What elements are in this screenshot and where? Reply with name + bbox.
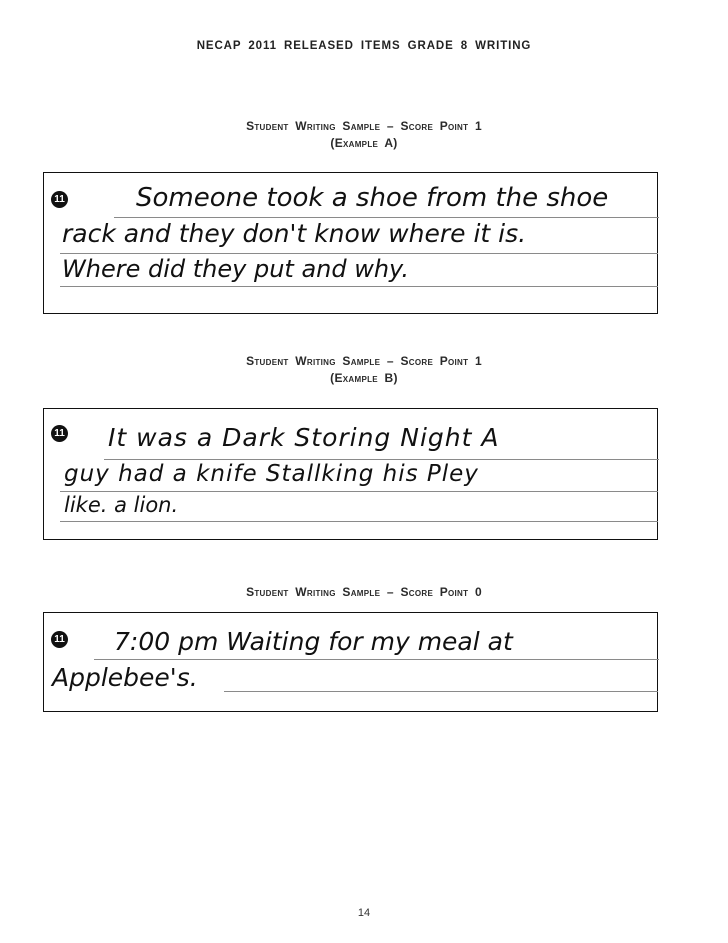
ruled-line [60, 253, 658, 254]
caption-title: Student Writing Sample – Score Point 1 [246, 119, 482, 133]
writing-sample-box-c [43, 612, 658, 712]
item-number-badge: 11 [51, 191, 68, 208]
writing-sample-box-a [43, 172, 658, 314]
item-number-badge: 11 [51, 631, 68, 648]
ruled-line [94, 659, 659, 660]
handwritten-line: It was a Dark Storing Night A [108, 423, 500, 452]
handwritten-line: rack and they don't know where it is. [62, 219, 527, 248]
handwritten-line: Where did they put and why. [62, 255, 410, 283]
handwritten-line: Applebee's. [52, 663, 198, 692]
handwritten-line: 7:00 pm Waiting for my meal at [114, 627, 513, 656]
handwritten-line: like. a lion. [64, 493, 179, 517]
caption-title: Student Writing Sample – Score Point 1 [246, 354, 482, 368]
handwritten-line: guy had a knife Stallking his Pley [64, 461, 479, 487]
ruled-line [104, 459, 659, 460]
caption-subtitle: (Example B) [330, 371, 398, 385]
sample-caption-b [0, 353, 728, 387]
document-header: NECAP 2011 RELEASED ITEMS GRADE 8 WRITING [196, 40, 532, 52]
page-number: 14 [357, 907, 371, 919]
ruled-line [114, 217, 659, 218]
ruled-line [60, 286, 658, 287]
sample-caption-a [0, 118, 728, 152]
item-number-badge: 11 [51, 425, 68, 442]
ruled-line [60, 491, 658, 492]
handwritten-line: Someone took a shoe from the shoe [136, 183, 609, 213]
ruled-line [224, 691, 658, 692]
sample-caption-c [0, 584, 728, 601]
writing-sample-box-b [43, 408, 658, 540]
ruled-line [60, 521, 658, 522]
caption-subtitle: (Example A) [330, 136, 398, 150]
caption-title: Student Writing Sample – Score Point 0 [246, 585, 482, 599]
